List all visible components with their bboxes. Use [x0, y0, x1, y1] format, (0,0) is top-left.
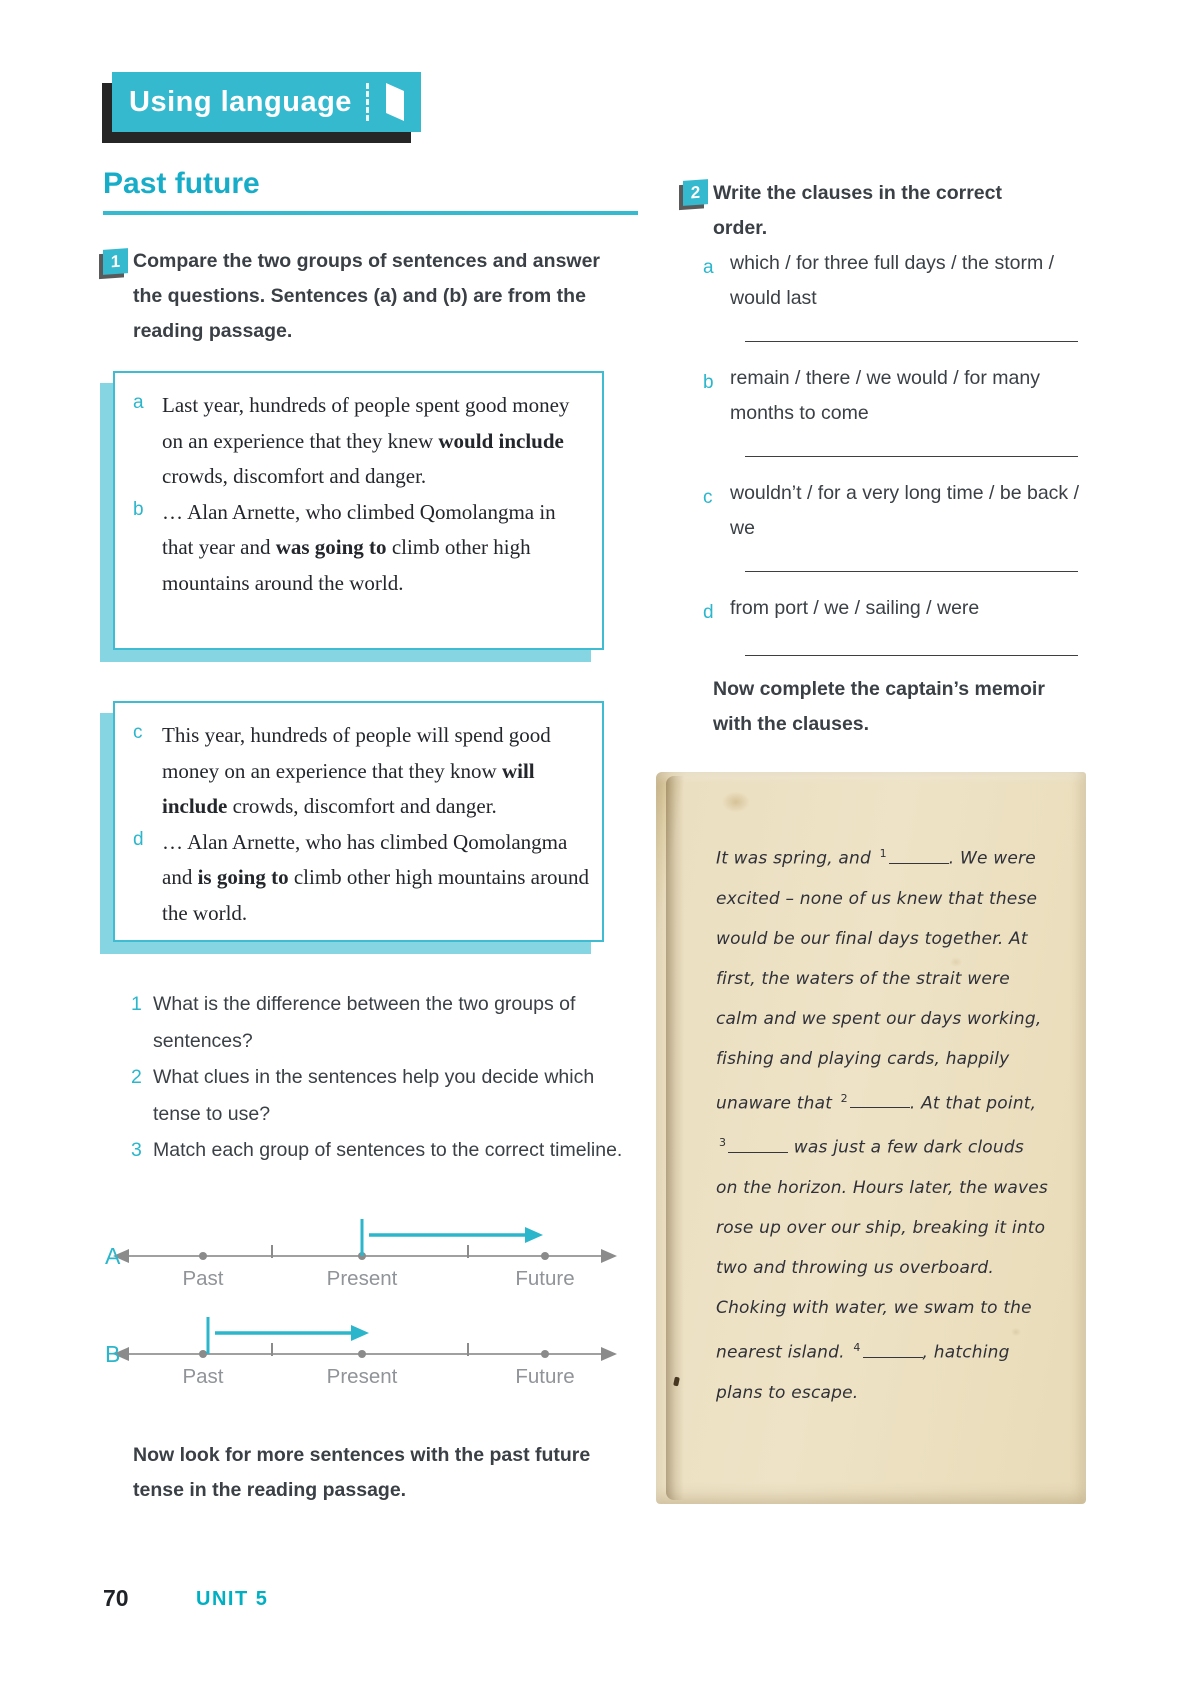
answer-blank-line [745, 571, 1078, 572]
exercise2-item-list [703, 246, 1089, 675]
sentence-item [133, 825, 590, 932]
clause-item [703, 476, 1089, 546]
answer-blank-line [745, 341, 1078, 342]
timeline-label: A [105, 1243, 121, 1269]
item-letter: b [703, 372, 714, 393]
sentence-text-post: crowds, discomfort and danger. [162, 464, 427, 488]
sentence-text [162, 388, 590, 495]
memoir-handwritten-text [716, 834, 1050, 1413]
sentence-text-pre: … Alan Arnette, who has climbed Qomolangma and [162, 829, 568, 889]
sentence-text [162, 825, 590, 932]
item-letter: b [133, 498, 144, 520]
timeline-b [103, 1306, 618, 1394]
memoir-gap-blank [728, 1139, 788, 1153]
exercise2-instructions: Write the clauses in the correct order. [713, 182, 1002, 239]
clause-text: which / for three full days / the storm / would last [730, 252, 1055, 309]
memoir-notebook-photo [656, 772, 1086, 1504]
answer-blank-line [745, 456, 1078, 457]
exercise1-followup: Now look for more sentences with the past future tense in the reading passage. [133, 1444, 591, 1501]
item-letter: a [703, 257, 714, 278]
timeline-a [103, 1208, 618, 1296]
timeline-tick-label: Past [182, 1365, 224, 1388]
memoir-text-segment: . At that point, [909, 1093, 1037, 1114]
timeline-tick-label: Present [326, 1267, 398, 1290]
memoir-gap-number: 4 [853, 1340, 861, 1354]
memoir-gap-blank [863, 1344, 923, 1358]
item-letter: a [133, 392, 144, 413]
sentence-text [162, 718, 590, 825]
sentence-text-post: crowds, discomfort and danger. [227, 794, 497, 818]
clause-text: wouldn’t / for a very long time / be back / we [730, 482, 1080, 539]
sentence-text-bold: was going to [275, 535, 387, 559]
answer-blank-line [745, 655, 1078, 656]
sentence-text [162, 495, 590, 602]
question-text: What clues in the sentences help you decide which tense to use? [153, 1066, 595, 1125]
timeline-tick-label: Future [515, 1267, 575, 1290]
memoir-text-segment: was just a few dark clouds on the horizon. Hours later, the waves rose up over our ship, breaking it into two and throwing us overboard. Choking with water, we swam to the nearest island. [716, 1137, 1048, 1363]
sentence-text-pre: … Alan Arnette, who climbed Qomolangma in that year and [162, 499, 556, 559]
question-number: 2 [131, 1066, 142, 1088]
memoir-text-segment: . We were excited – none of us knew that these would be our final days together. At first, the waters of the strait were calm and we spent our days working, fishing and playing cards, happily unaware that [716, 848, 1042, 1114]
timeline-diagram [103, 1208, 618, 1296]
title-underline [103, 211, 638, 215]
sentence-group-box-ab [113, 371, 604, 650]
question-item [131, 1132, 623, 1169]
clause-item [703, 246, 1089, 316]
item-letter: c [133, 722, 143, 743]
question-item [131, 986, 623, 1059]
timeline-arrow-icon [525, 1227, 543, 1243]
question-list [131, 986, 623, 1169]
question-text: Match each group of sentences to the correct timeline. [153, 1139, 623, 1161]
timeline-arrow-icon [351, 1325, 369, 1341]
timeline-diagram [103, 1306, 618, 1394]
section-banner [112, 72, 421, 132]
question-number: 1 [131, 993, 142, 1015]
memoir-text-segment: It was spring, and [716, 848, 877, 869]
sentence-item [133, 718, 590, 825]
memoir-text-segment: , hatching plans to escape. [716, 1342, 1010, 1403]
exercise1-number-badge: 1 [103, 248, 128, 275]
memoir-gap-blank [850, 1094, 910, 1108]
timeline-tick-label: Past [182, 1267, 224, 1290]
question-text: What is the difference between the two groups of sentences? [153, 993, 576, 1052]
clause-item [703, 591, 1089, 630]
item-letter: d [703, 602, 714, 623]
page-number: 70 [103, 1585, 129, 1611]
sentence-text-bold: is going to [197, 865, 289, 889]
clause-item [703, 361, 1089, 431]
sentence-text-bold: would include [438, 428, 564, 453]
sentence-group-box-cd [113, 701, 604, 942]
exercise1-instructions: Compare the two groups of sentences and answer the questions. Sentences (a) and (b) are from the reading passage. [133, 250, 601, 342]
item-letter: c [703, 487, 713, 508]
unit-label: UNIT 5 [196, 1588, 269, 1610]
axis-right-arrow-icon [601, 1347, 617, 1361]
memoir-gap-blank [889, 850, 949, 864]
sentence-item [133, 388, 590, 495]
question-item [131, 1059, 623, 1132]
axis-right-arrow-icon [601, 1249, 617, 1263]
page-title: Past future [103, 167, 260, 200]
sentence-text-bold: will include [162, 758, 535, 818]
bookmark-icon [383, 81, 407, 123]
sentence-text-post: climb other high mountains around the world. [162, 535, 531, 595]
sentence-text-pre: Last year, hundreds of people spent good money on an experience that they knew [162, 393, 570, 453]
memoir-gap-number: 3 [719, 1136, 727, 1150]
memoir-gap-number: 2 [840, 1091, 848, 1105]
item-letter: d [133, 828, 144, 850]
clause-text: from port / we / sailing / were [730, 597, 980, 619]
sentence-text-pre: This year, hundreds of people will spend good money on an experience that they know [162, 723, 551, 783]
sentence-item [133, 495, 590, 602]
question-number: 3 [131, 1139, 142, 1161]
banner-title: Using language [129, 85, 352, 118]
banner-divider [366, 83, 369, 121]
memoir-gap-number: 1 [879, 847, 887, 860]
timeline-tick-label: Present [326, 1365, 398, 1388]
clause-text: remain / there / we would / for many months to come [730, 367, 1040, 424]
exercise2-number-badge: 2 [683, 179, 708, 206]
sentence-text-post: climb other high mountains around the world. [162, 865, 589, 925]
exercise2-followup: Now complete the captain’s memoir with the clauses. [713, 678, 1045, 735]
timeline-tick-label: Future [515, 1365, 575, 1388]
timeline-label: B [105, 1341, 121, 1367]
